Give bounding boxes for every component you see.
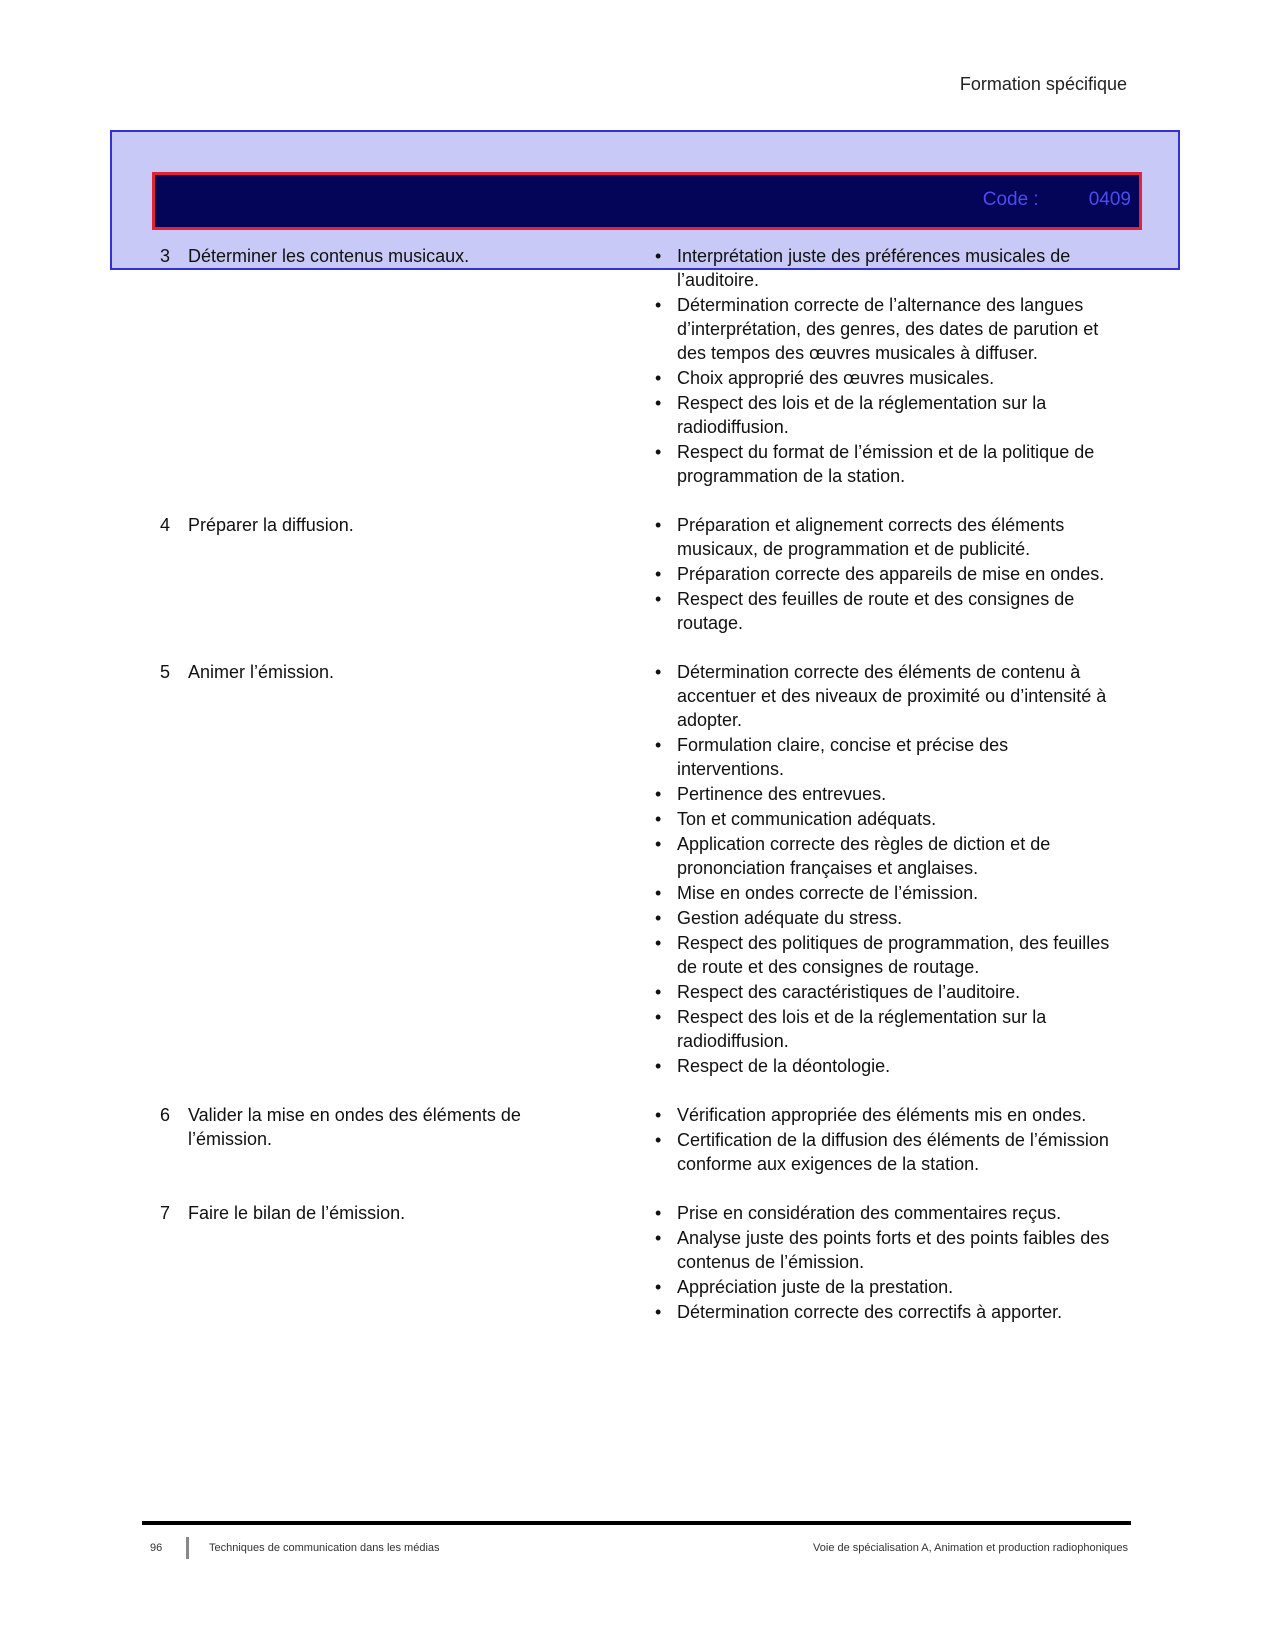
element-number: 5 (160, 662, 171, 682)
section-header: Formation spécifique (959, 74, 1127, 94)
criterion-item (655, 1201, 1120, 1225)
criterion-text: Choix approprié des œuvres musicales. (677, 368, 995, 388)
criterion-item (655, 366, 1120, 390)
criterion-item (655, 660, 1120, 732)
code-label-text: Code : (982, 189, 1039, 210)
criterion-item (655, 587, 1120, 635)
criterion-item (655, 1300, 1120, 1324)
criterion-text: Détermination correcte de l’alternance des langues d’interprétation, des genres, des dates de parution et des tempos des œuvres musicales à diffuser. (677, 295, 1099, 363)
bullet-icon: • (655, 809, 662, 829)
bullet-icon: • (655, 1130, 662, 1150)
element-row (160, 1201, 1130, 1325)
criterion-item (655, 513, 1120, 561)
bullet-icon: • (655, 1105, 662, 1125)
criterion-item (655, 733, 1120, 781)
page-footer (150, 1537, 1128, 1559)
element-number: 4 (160, 515, 171, 535)
criterion-text: Analyse juste des points forts et des points faibles des contenus de l’émission. (677, 1228, 1110, 1272)
bullet-icon: • (655, 1203, 662, 1223)
bullet-icon: • (655, 1302, 662, 1322)
criterion-text: Respect du format de l’émission et de la politique de programmation de la station. (677, 442, 1095, 486)
bullet-icon: • (655, 982, 662, 1002)
criteria-cell (655, 1103, 1120, 1177)
element-row (160, 513, 1130, 636)
criterion-item (655, 931, 1120, 979)
bullet-icon: • (655, 1277, 662, 1297)
code-label (983, 189, 1131, 211)
element-cell (160, 1103, 655, 1177)
bullet-icon: • (655, 589, 662, 609)
criterion-text: Détermination correcte des correctifs à apporter. (677, 1302, 1063, 1322)
criterion-text: Certification de la diffusion des éléments de l’émission conforme aux exigences de la station. (677, 1130, 1109, 1174)
footer-rule (142, 1521, 1131, 1525)
footer-program: Techniques de communication dans les médias (209, 1542, 440, 1554)
bullet-icon: • (655, 393, 662, 413)
criterion-text: Application correcte des règles de diction et de prononciation françaises et anglaises. (677, 834, 1051, 878)
criterion-text: Respect des politiques de programmation, des feuilles de route et des consignes de routage. (677, 933, 1110, 977)
bullet-icon: • (655, 246, 662, 266)
bullet-icon: • (655, 564, 662, 584)
element-number: 3 (160, 246, 171, 266)
element-task: Animer l’émission. (188, 662, 335, 682)
criterion-item (655, 1103, 1120, 1127)
element-row (160, 244, 1130, 489)
code-value: 0409 (1088, 189, 1131, 210)
bullet-icon: • (655, 1228, 662, 1248)
element-number: 7 (160, 1203, 171, 1223)
element-task: Préparer la diffusion. (188, 515, 354, 535)
criterion-item (655, 881, 1120, 905)
criterion-item (655, 391, 1120, 439)
criteria-list (655, 244, 1120, 488)
bullet-icon: • (655, 368, 662, 388)
criteria-cell (655, 1201, 1120, 1325)
criterion-item (655, 1226, 1120, 1274)
criteria-list (655, 1103, 1120, 1176)
criterion-text: Détermination correcte des éléments de contenu à accentuer et des niveaux de proximité ou d’intensité à adopter. (677, 662, 1107, 730)
criterion-item (655, 782, 1120, 806)
element-task: Faire le bilan de l’émission. (188, 1203, 406, 1223)
criterion-text: Interprétation juste des préférences musicales de l’auditoire. (677, 246, 1071, 290)
element-cell (160, 513, 655, 636)
bullet-icon: • (655, 784, 662, 804)
bullet-icon: • (655, 1007, 662, 1027)
criterion-text: Mise en ondes correcte de l’émission. (677, 883, 979, 903)
bullet-icon: • (655, 908, 662, 928)
criteria-list (655, 660, 1120, 1078)
element-cell (160, 244, 655, 489)
competency-table (160, 244, 1130, 1349)
criterion-item (655, 244, 1120, 292)
criterion-item (655, 832, 1120, 880)
criterion-text: Respect des feuilles de route et des consignes de routage. (677, 589, 1075, 633)
criteria-cell (655, 244, 1120, 489)
bullet-icon: • (655, 933, 662, 953)
criterion-item (655, 980, 1120, 1004)
criterion-item (655, 1275, 1120, 1299)
criteria-cell (655, 513, 1120, 636)
bullet-icon: • (655, 1056, 662, 1076)
element-task: Valider la mise en ondes des éléments de l’émission. (188, 1105, 521, 1149)
bullet-icon: • (655, 735, 662, 755)
criterion-item (655, 1128, 1120, 1176)
element-number: 6 (160, 1105, 171, 1125)
criterion-text: Respect des caractéristiques de l’auditoire. (677, 982, 1021, 1002)
criterion-item (655, 562, 1120, 586)
bullet-icon: • (655, 883, 662, 903)
bullet-icon: • (655, 442, 662, 462)
criterion-text: Respect des lois et de la réglementation sur la radiodiffusion. (677, 1007, 1047, 1051)
code-banner-inner (152, 172, 1142, 230)
element-row (160, 660, 1130, 1079)
criterion-item (655, 1054, 1120, 1078)
bullet-icon: • (655, 515, 662, 535)
criterion-text: Préparation correcte des appareils de mise en ondes. (677, 564, 1105, 584)
element-cell (160, 660, 655, 1079)
criteria-list (655, 513, 1120, 635)
page-number: 96 (150, 1542, 163, 1554)
bullet-icon: • (655, 834, 662, 854)
criterion-text: Formulation claire, concise et précise des interventions. (677, 735, 1009, 779)
criterion-item (655, 440, 1120, 488)
criterion-text: Préparation et alignement corrects des éléments musicaux, de programmation et de publicité. (677, 515, 1065, 559)
criterion-text: Appréciation juste de la prestation. (677, 1277, 954, 1297)
element-task: Déterminer les contenus musicaux. (188, 246, 470, 266)
criterion-text: Respect de la déontologie. (677, 1056, 891, 1076)
criterion-text: Prise en considération des commentaires reçus. (677, 1203, 1062, 1223)
criterion-text: Ton et communication adéquats. (677, 809, 937, 829)
criterion-text: Respect des lois et de la réglementation sur la radiodiffusion. (677, 393, 1047, 437)
footer-separator (186, 1537, 189, 1559)
element-cell (160, 1201, 655, 1325)
criterion-item (655, 807, 1120, 831)
criteria-cell (655, 660, 1120, 1079)
bullet-icon: • (655, 662, 662, 682)
criteria-list (655, 1201, 1120, 1324)
criterion-item (655, 1005, 1120, 1053)
criterion-text: Gestion adéquate du stress. (677, 908, 903, 928)
criterion-item (655, 906, 1120, 930)
criterion-text: Pertinence des entrevues. (677, 784, 887, 804)
bullet-icon: • (655, 295, 662, 315)
criterion-text: Vérification appropriée des éléments mis en ondes. (677, 1105, 1087, 1125)
footer-track: Voie de spécialisation A, Animation et production radiophoniques (813, 1542, 1128, 1554)
criterion-item (655, 293, 1120, 365)
element-row (160, 1103, 1130, 1177)
